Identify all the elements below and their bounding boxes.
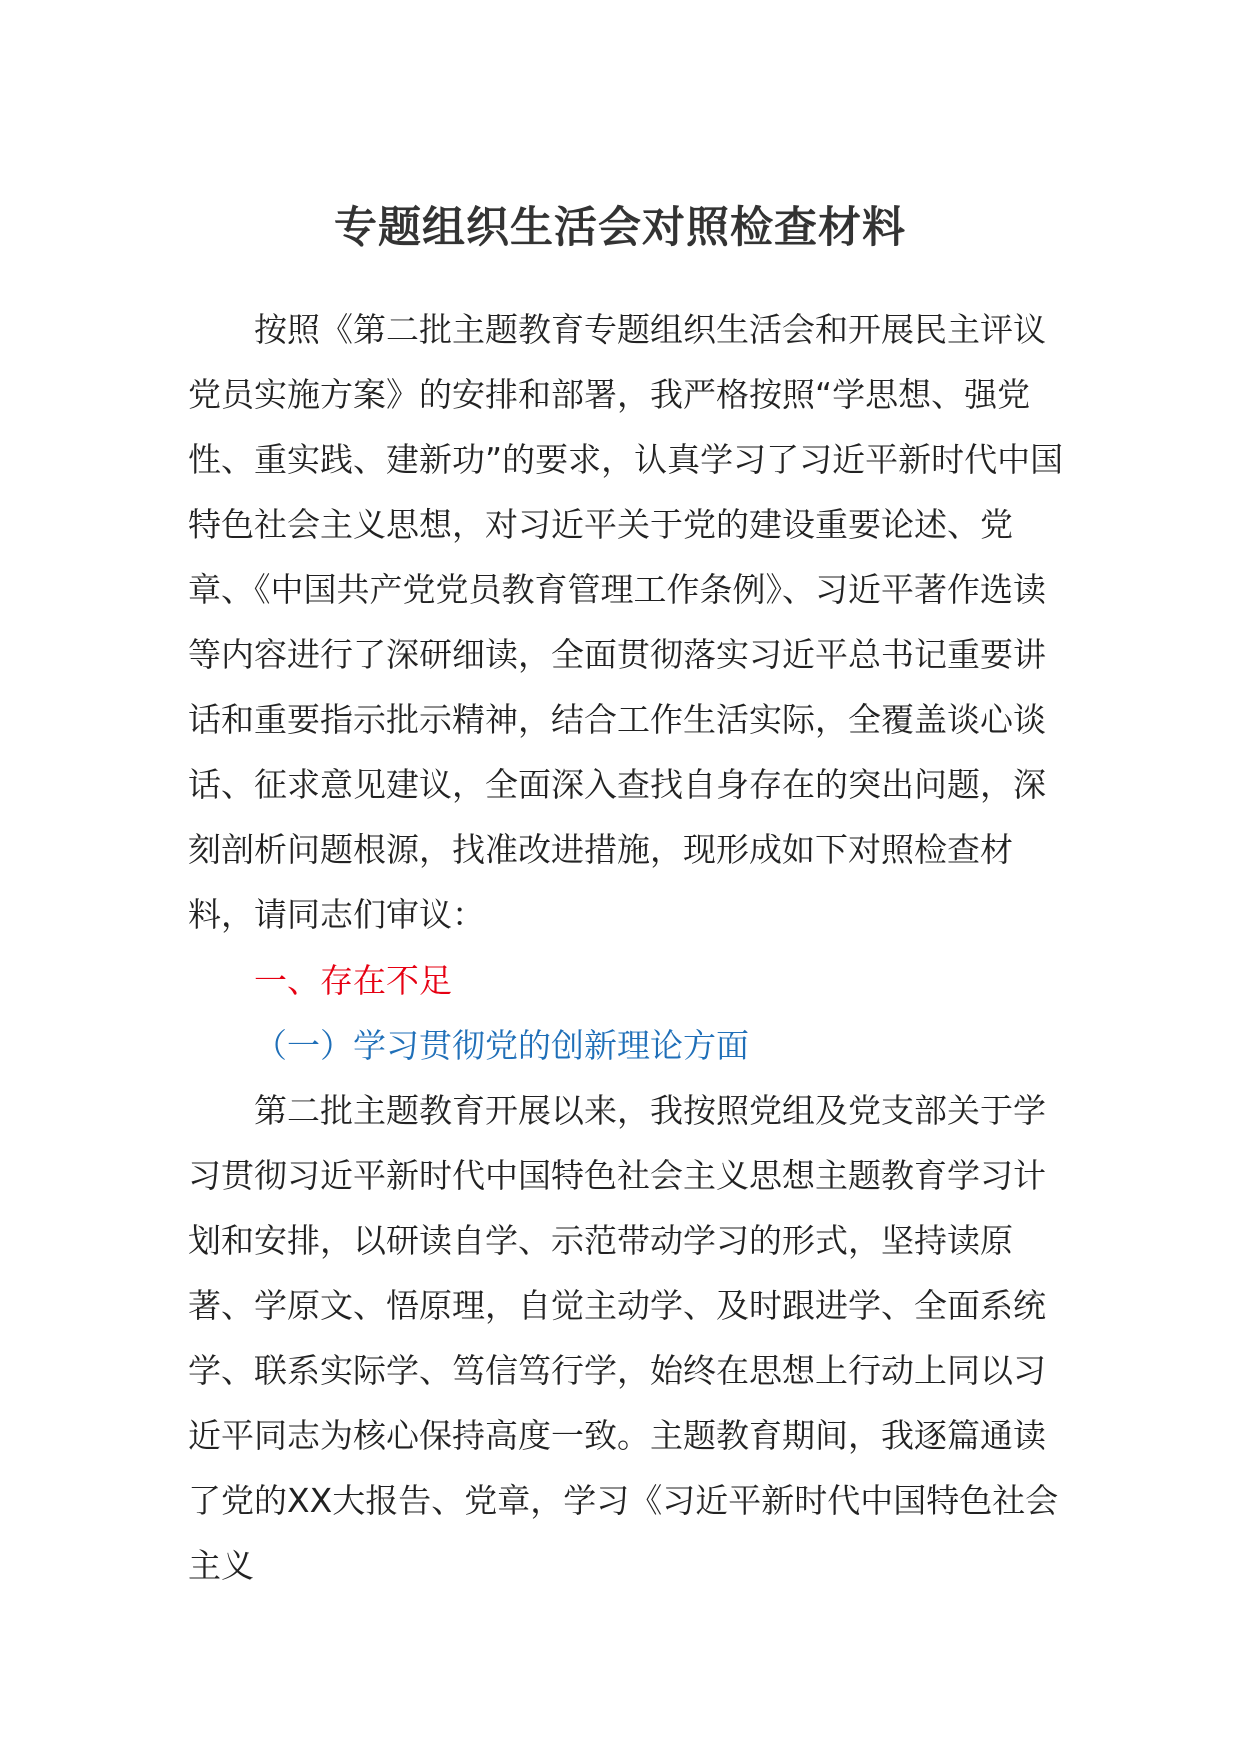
intro-paragraph: 按照《第二批主题教育专题组织生活会和开展民主评议党员实施方案》的安排和部署，我严格按照“学思想、强党性、重实践、建新功”的要求，认真学习了习近平新时代中国特色社会主义思想，对习近平关于党的建设重要论述、党章、《中国共产党党员教育管理工作条例》、习近平著作选读等内容进行了深研细读，全面贯彻落实习近平总书记重要讲话和重要指示批示精神，结合工作生活实际，全覆盖谈心谈话、征求意见建议，全面深入查找自身存在的突出问题，深刻剖析问题根源，找准改进措施，现形成如下对照检查材料，请同志们审议：: [188, 310, 1064, 934]
subsection-paragraph: 第二批主题教育开展以来，我按照党组及党支部关于学习贯彻习近平新时代中国特色社会主义思想主题教育学习计划和安排，以研读自学、示范带动学习的形式，坚持读原著、学原文、悟原理，自觉主动学、及时跟进学、全面系统学、联系实际学、笃信笃行学，始终在思想上行动上同以习近平同志为核心保持高度一致。主题教育期间，我逐篇通读了党的XX大报告、党章，学习《习近平新时代中国特色社会主义: [188, 1091, 1059, 1585]
document-title: 专题组织生活会对照检查材料: [334, 203, 906, 253]
subsection-heading: （一）学习贯彻党的创新理论方面: [254, 1026, 749, 1065]
section-heading: 一、存在不足: [254, 961, 452, 1000]
